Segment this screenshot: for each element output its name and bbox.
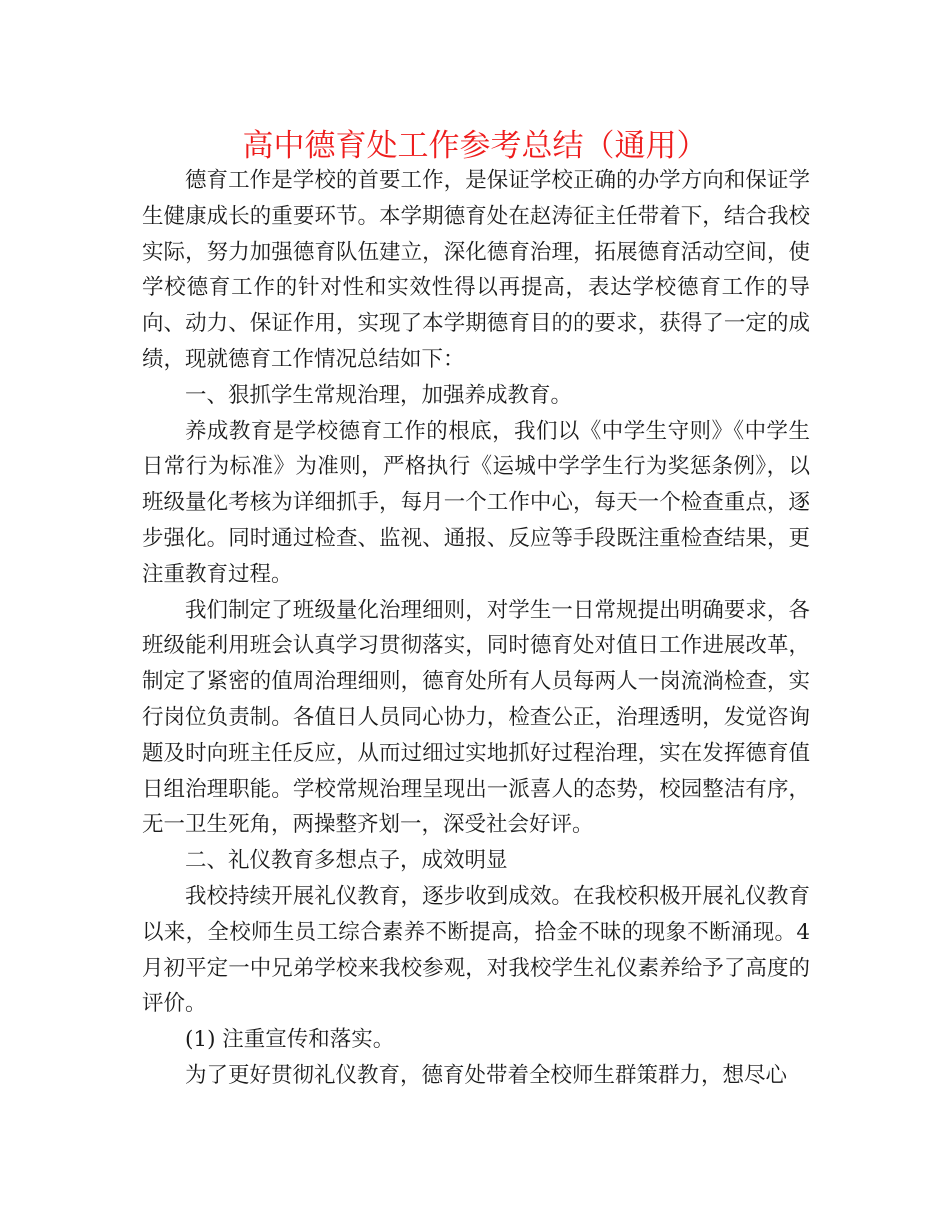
- paragraph-etiquette: 我校持续开展礼仪教育，逐步收到成效。在我校积极开展礼仪教育以来，全校师生员工综合素养不断提高，拾金不昧的现象不断涌现。4月初平定一中兄弟学校来我校参观，对我校学生礼仪素养给予了高度的评价。: [142, 883, 810, 1017]
- paragraph-intro: 德育工作是学校的首要工作，是保证学校正确的办学方向和保证学生健康成长的重要环节。本学期德育处在赵涛征主任带着下，结合我校实际，努力加强德育队伍建立，深化德育治理，拓展德育活动空间，使学校德育工作的针对性和实效性得以再提高，表达学校德育工作的导向、动力、保证作用，实现了本学期德育目的的要求，获得了一定的成绩，现就德育工作情况总结如下：: [142, 168, 810, 372]
- section-heading-2: 二、礼仪教育多想点子，成效明显: [185, 848, 508, 874]
- paragraph-class-management: 我们制定了班级量化治理细则，对学生一日常规提出明确要求，各班级能利用班会认真学习贯彻落实，同时德育处对值日工作进展改革，制定了紧密的值周治理细则，德育处所有人员每两人一岗流淌检查，实行岗位负责制。各值日人员同心协力，检查公正，治理透明，发觉咨询题及时向班主任反应，从而过细过实地抓好过程治理，实在发挥德育值日组治理职能。学校常规治理呈现出一派喜人的态势，校园整洁有序，无一卫生死角，两操整齐划一，深受社会好评。: [142, 597, 810, 838]
- subsection-heading-1: (1) 注重宣传和落实。: [185, 1027, 395, 1053]
- section-heading-1: 一、狠抓学生常规治理，加强养成教育。: [185, 382, 573, 408]
- document-title: 高中德育处工作参考总结（通用）: [242, 128, 708, 164]
- document-body: [142, 163, 810, 1094]
- paragraph-habit-education: 养成教育是学校德育工作的根底，我们以《中学生守则》《中学生日常行为标准》为准则，严格执行《运城中学学生行为奖惩条例》，以班级量化考核为详细抓手，每月一个工作中心，每天一个检查重点，逐步强化。同时通过检查、监视、通报、反应等手段既注重检查结果，更注重教育过程。: [142, 418, 810, 587]
- paragraph-etiquette-continued: 为了更好贯彻礼仪教育，德育处带着全校师生群策群力，想尽心: [185, 1062, 788, 1088]
